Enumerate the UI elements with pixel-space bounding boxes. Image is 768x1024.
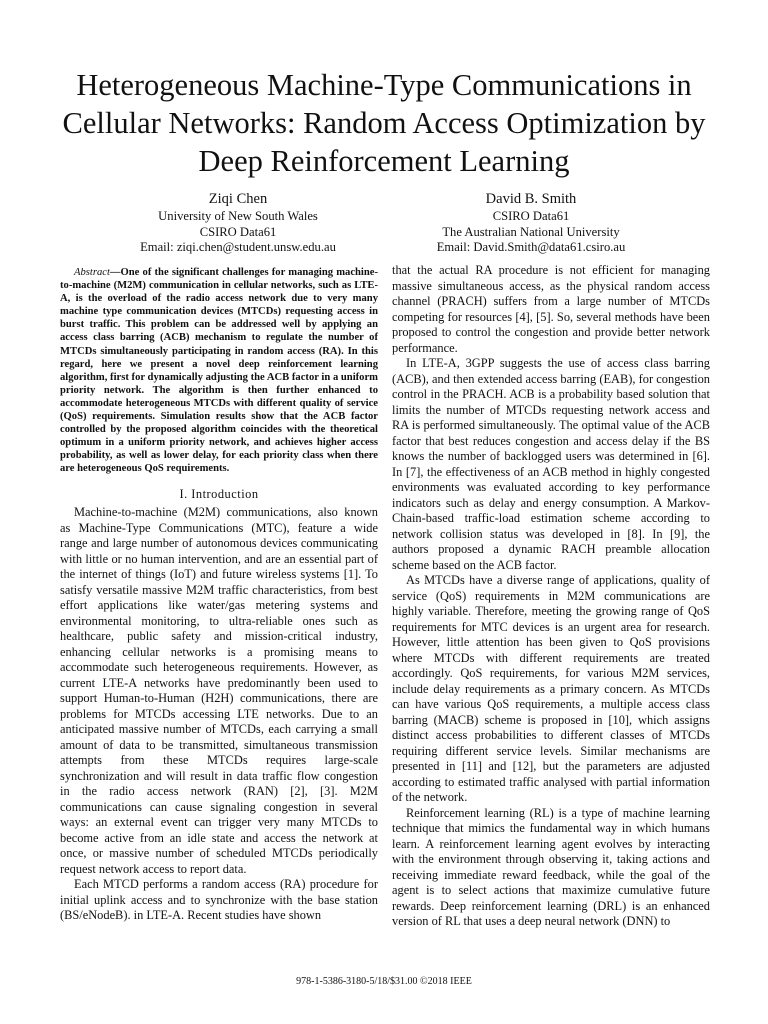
author-affiliation: CSIRO Data61 [492,209,570,223]
paragraph: In LTE-A, 3GPP suggests the use of access class barring (ACB), and then extended access barring (EAB), for congestion control in the PRACH. ACB is a probability based solution that limits the number of MTCDs requesting network access and RA is performed simultaneously. The optimal value of the ACB factor that best reduces congestion and access delay if the BS knows the number of backlogged users was determined in [6]. In [7], the effectiveness of an ACB method in highly congested environments was evaluated according to key performance indicators such as delay and energy consumption. A Markov-Chain-based traffic-load estimation scheme according to network collision status was developed in [8]. In [9], the authors proposed a dynamic RACH preamble allocation scheme based on the ACB factor. [392,356,710,572]
abstract-lead: Abstract [74,267,110,278]
author-block-1 [98,190,378,256]
author-name: Ziqi Chen [208,191,268,207]
author-block-2 [391,190,671,256]
abstract-text: —One of the significant challenges for managing machine-to-machine (M2M) communication in cellular networks, such as LTE-A, is the overload of the radio access network due to very many machine type communication devices (MTCDs) requesting access in burst traffic. This problem can be addressed well by applying an access class barring (ACB) mechanism to regulate the number of MTCDs simultaneously participating in random access (RA). In this regard, here we present a novel deep reinforcement learning algorithm, first for dynamically adjusting the ACB factor in a uniform priority network. The algorithm is then further enhanced to accommodate heterogeneous MTCDs with different quality of service (QoS) requirements. Simulation results show that the ACB factor controlled by the proposed algorithm coincides with the theoretical optimum in a uniform priority network, and achieves higher access probability, as well as lower delay, for each priority class when there are heterogeneous QoS requirements. [60,267,378,475]
right-column [392,263,710,930]
author-affiliation: University of New South Wales [158,209,318,223]
author-name: David B. Smith [485,191,577,207]
paragraph: that the actual RA procedure is not efficient for managing massive simultaneous access, as the physical random access channel (PRACH) suffers from a large number of MTCDs competing for resources [4], [5]. So, several methods have been proposed to control the congestion and provide better network performance. [392,263,710,355]
left-column [60,266,378,924]
author-email: Email: ziqi.chen@student.unsw.edu.au [140,240,336,254]
paragraph: Each MTCD performs a random access (RA) procedure for initial uplink access and to synchronize with the base station (BS/eNodeB). in LTE-A. Recent studies have shown [60,877,378,922]
paragraph: As MTCDs have a diverse range of applications, quality of service (QoS) requirements in M2M communications are highly variable. Therefore, meeting the growing range of QoS requirements for MTC devices is an urgent area for research. However, little attention has been given to QoS provisions where MTCDs with different requirements are treated accordingly. QoS requirements, for various M2M services, include delay requirements as a primary concern. As MTCDs can have various QoS requirements, a multiple access class barring (MACB) scheme is proposed in [10], which assigns distinct access probabilities to different classes of MTCDs requiring different service levels. Similar mechanisms are presented in [11] and [12], but the parameters are adjusted according to estimated traffic analysed with partial information of the network. [392,573,710,804]
section-heading: I. Introduction [179,486,259,501]
paper-title: Heterogeneous Machine-Type Communications in Cellular Networks: Random Access Optimization by Deep Reinforcement Learning [62,68,706,178]
author-affiliation: The Australian National University [442,224,620,239]
author-email: Email: David.Smith@data61.csiro.au [436,240,626,254]
author-affiliation: CSIRO Data61 [199,224,277,239]
paragraph: Machine-to-machine (M2M) communications, also known as Machine-Type Communications (MTC), feature a wide range and large number of autonomous devices communicating with little or no human intervention, and are an essential part of the internet of things (IoT) and future wireless systems [1]. To satisfy versatile massive M2M traffic characteristics, from best effort applications like water/gas metering systems and environmental monitoring, to ultra-reliable ones such as healthcare, public safety and mission-critical industry, enhancing cellular networks is a promising means to accommodate such heterogeneous requirements. However, as current LTE-A networks have predominantly been used to support Human-to-Human (H2H) communications, there are problems for MTCDs accessing LTE networks. Due to an anticipated massive number of MTCDs, each carrying a small amount of data to be transmitted, simultaneous transmission attempts from these MTCDs requires large-scale synchronization and will result in data traffic flow congestion in the radio access network (RAN) [2], [3]. M2M communications can cause signaling congestion in several ways: an external event can trigger very many MTCDs to become active from an idle state and access the network at once, or massive number of scheduled MTCDs periodically request network access to report data. [60,505,378,876]
abstract [60,266,378,476]
copyright-footer: 978-1-5386-3180-5/18/$31.00 ©2018 IEEE [296,976,472,987]
paragraph: Reinforcement learning (RL) is a type of machine learning technique that mimics the fundamental way in which humans learn. A reinforcement learning agent evolves by interacting with the environment through observing it, taking actions and receiving immediate reward feedback, while the goal of the agent is to select actions that maximize cumulative future rewards. Deep reinforcement learning (DRL) is an enhanced version of RL that uses a deep neural network (DNN) to [392,805,710,928]
